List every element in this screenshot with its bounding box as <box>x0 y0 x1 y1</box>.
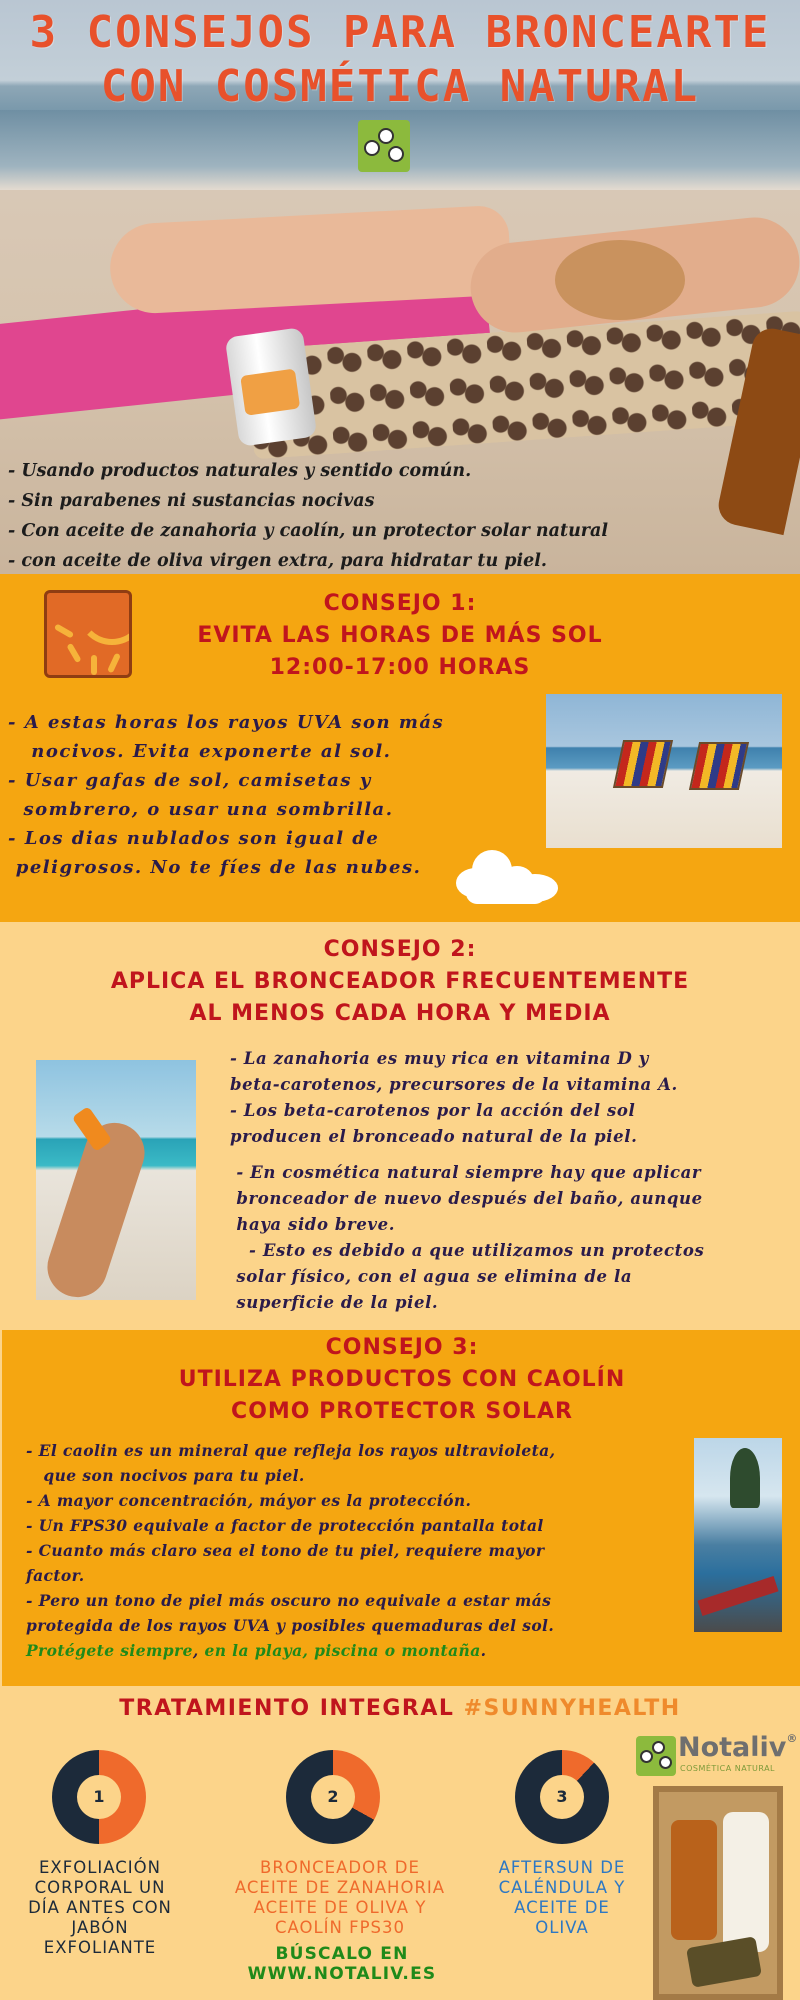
caption-line: BRONCEADOR DE <box>260 1858 420 1877</box>
tratamiento-title <box>0 1694 800 1724</box>
hero-section <box>0 0 800 574</box>
consejo-2-heading <box>0 934 800 1030</box>
step-number: 1 <box>77 1775 121 1819</box>
cta-line: BÚSCALO EN <box>275 1944 409 1964</box>
notaliv-logo-icon <box>358 120 410 172</box>
list-item <box>26 1638 694 1663</box>
step-3-donut <box>515 1750 609 1844</box>
caption-line: AFTERSUN DE <box>498 1858 626 1877</box>
caption-line: EXFOLIANTE <box>43 1938 157 1957</box>
step-3-caption <box>470 1858 654 1938</box>
list-item: bronceador de nuevo después del baño, aunque <box>230 1189 703 1208</box>
brand-name-text: Notaliv <box>678 1732 787 1763</box>
step-2-donut <box>286 1750 380 1844</box>
tratamiento-section <box>0 1686 800 2000</box>
heading-line: CONSEJO 3: <box>325 1335 479 1360</box>
list-item: factor. <box>26 1566 85 1585</box>
step-number: 3 <box>540 1775 584 1819</box>
caption-line: CAOLÍN FPS30 <box>274 1918 406 1937</box>
list-item: - con aceite de oliva virgen extra, para hidratar tu piel. <box>8 551 548 571</box>
heading-line: CONSEJO 2: <box>323 937 477 962</box>
consejo-3-list <box>26 1438 694 1663</box>
list-item: - La zanahoria es muy rica en vitamina D y <box>230 1049 649 1068</box>
brand-reg: ® <box>786 1732 798 1745</box>
consejo-1-section <box>0 574 800 922</box>
pool-photo <box>694 1438 782 1632</box>
brand-name <box>678 1732 797 1763</box>
heading-line: AL MENOS CADA HORA Y MEDIA <box>189 1001 611 1026</box>
caption-line: DÍA ANTES CON <box>28 1898 172 1917</box>
caption-line: OLIVA <box>535 1918 589 1937</box>
beach-photo-can <box>225 327 318 447</box>
cloud-icon <box>456 844 558 904</box>
notaliv-logo <box>636 1734 796 1780</box>
step-number: 2 <box>311 1775 355 1819</box>
separator-text: , <box>192 1641 205 1660</box>
hashtag-text: #SUNNYHEALTH <box>463 1696 681 1721</box>
heading-line: EVITA LAS HORAS DE MÁS SOL <box>197 623 603 648</box>
list-item: - Pero un tono de piel más oscuro no equivale a estar más <box>26 1591 552 1610</box>
beach-photo-hair <box>555 240 685 320</box>
product-photo <box>653 1786 783 2000</box>
list-item: nocivos. Evita exponerte al sol. <box>8 741 392 762</box>
list-item: - Los dias nublados son igual de <box>8 828 380 849</box>
caption-line: ACEITE DE <box>514 1898 610 1917</box>
consejo-2-list <box>230 1046 775 1316</box>
website-link[interactable]: WWW.NOTALIV.ES <box>247 1964 437 1984</box>
list-item: - A mayor concentración, máyor es la protección. <box>26 1491 472 1510</box>
page-title-line1: 3 CONSEJOS PARA BRONCEARTE <box>29 7 771 58</box>
heading-line: CONSEJO 1: <box>323 591 477 616</box>
tratamiento-title-main: TRATAMIENTO INTEGRAL <box>119 1696 464 1721</box>
end-text: . <box>480 1641 487 1660</box>
list-item: - En cosmética natural siempre hay que aplicar <box>230 1163 702 1182</box>
consejo-3-heading <box>2 1332 800 1428</box>
caption-line: JABÓN <box>71 1918 129 1937</box>
list-item: - Usar gafas de sol, camisetas y <box>8 770 372 791</box>
page-title-line2: CON COSMÉTICA NATURAL <box>100 61 700 112</box>
list-item: sombrero, o usar una sombrilla. <box>8 799 394 820</box>
hero-bullet-list <box>8 456 798 574</box>
consejo-2-section <box>0 922 800 1330</box>
list-item: - Usando productos naturales y sentido común. <box>8 461 472 481</box>
list-item: que son nocivos para tu piel. <box>26 1466 305 1485</box>
list-item: beta-carotenos, precursores de la vitamina A. <box>230 1075 678 1094</box>
consejo-1-list <box>8 708 478 882</box>
notaliv-logo-icon <box>636 1736 676 1776</box>
beach-chairs-photo <box>546 694 782 848</box>
heading-line: UTILIZA PRODUCTOS CON CAOLÍN <box>178 1367 626 1392</box>
highlight-text: en la playa, piscina o montaña <box>204 1641 481 1660</box>
highlight-text: Protégete siempre <box>26 1641 193 1660</box>
list-item: producen el bronceado natural de la piel. <box>230 1127 638 1146</box>
caption-line: EXFOLIACIÓN <box>39 1858 161 1877</box>
list-item: - Cuanto más claro sea el tono de tu piel, requiere mayor <box>26 1541 545 1560</box>
cta-text <box>232 1944 452 1984</box>
caption-line: CALÉNDULA Y <box>498 1878 626 1897</box>
caption-line: CORPORAL UN <box>34 1878 166 1897</box>
heading-line: APLICA EL BRONCEADOR FRECUENTEMENTE <box>110 969 690 994</box>
caption-line: ACEITE DE ZANAHORIA <box>234 1878 446 1897</box>
step-1-caption <box>10 1858 190 1958</box>
list-item: - A estas horas los rayos UVA son más <box>8 712 445 733</box>
list-item: solar físico, con el agua se elimina de la <box>230 1267 633 1286</box>
list-item: peligrosos. No te fíes de las nubes. <box>8 857 422 878</box>
step-1-donut <box>52 1750 146 1844</box>
list-item: - Los beta-carotenos por la acción del sol <box>230 1101 636 1120</box>
consejo-1-heading <box>0 588 800 684</box>
list-item: haya sido breve. <box>230 1215 396 1234</box>
step-2-caption <box>222 1858 458 1938</box>
sunscreen-photo <box>36 1060 196 1300</box>
heading-line: COMO PROTECTOR SOLAR <box>231 1399 573 1424</box>
list-item: - El caolin es un mineral que refleja los rayos ultravioleta, <box>26 1441 556 1460</box>
caption-line: ACEITE DE OLIVA Y <box>253 1898 427 1917</box>
list-item: - Un FPS30 equivale a factor de protección pantalla total <box>26 1516 544 1535</box>
list-item: - Sin parabenes ni sustancias nocivas <box>8 491 375 511</box>
list-item: - Esto es debido a que utilizamos un protectos <box>230 1241 705 1260</box>
heading-line: 12:00-17:00 HORAS <box>269 655 531 680</box>
list-item: protegida de los rayos UVA y posibles quemaduras del sol. <box>26 1616 555 1635</box>
list-item: superficie de la piel. <box>230 1293 439 1312</box>
brand-tagline: COSMÉTICA NATURAL <box>680 1764 776 1773</box>
list-item: - Con aceite de zanahoria y caolín, un protector solar natural <box>8 521 608 541</box>
page-title <box>0 6 800 114</box>
consejo-3-section <box>2 1330 800 1686</box>
